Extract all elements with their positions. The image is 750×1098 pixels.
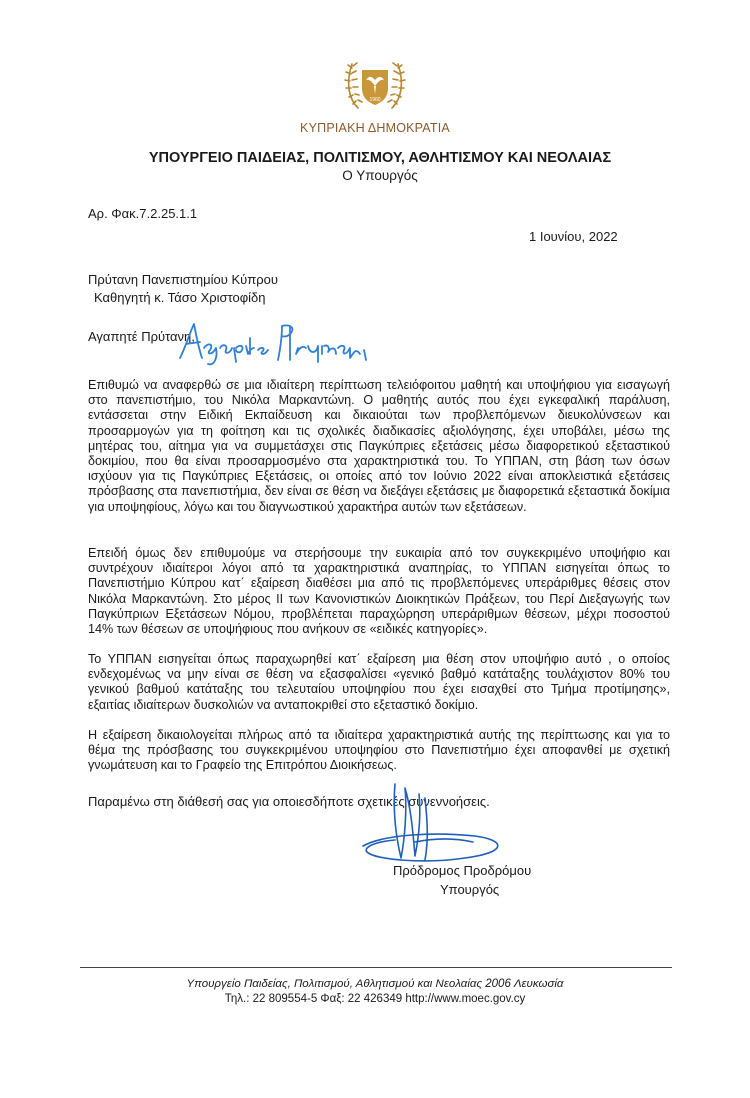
footer-divider [80, 967, 672, 968]
salutation: Αγαπητέ Πρύτανη, [88, 329, 195, 344]
body-paragraph-2: Επειδή όμως δεν επιθυμούμε να στερήσουμε την ευκαιρία από τον συγκεκριμένο υποψήφιο και συντρέχουν ιδιαίτεροι λόγοι από τα χαρακτηριστικά αναπηρίας, το ΥΠΠΑΝ εισηγείται όπως το Πανεπιστήμιο Κύπρου κατ΄ εξαίρεση διαθέσει μια από τις προβλεπόμενες υπεράριθμες θέσεις στον Νικόλα Μαρκαντώνη. Στο μέρος ΙΙ των Κανονιστικών Διοικητικών Πράξεων, του Περί Διεξαγωγής των Παγκύπριων Εξετάσεων Νόμου, προβλέπεται παραχώρηση υπεράριθμων θέσεων, μέχρι ποσοστού 14% των θέσεων σε υποψήφιους που ανήκουν σε «ειδικές κατηγορίες». [88, 546, 670, 637]
footer-contact: Τηλ.: 22 809554-5 Φαξ: 22 426349 http://www.moec.gov.cy [224, 993, 526, 1005]
ministry-name: ΥΠΟΥΡΓΕΙΟ ΠΑΙΔΕΙΑΣ, ΠΟΛΙΤΙΣΜΟΥ, ΑΘΛΗΤΙΣΜΟΥ ΚΑΙ ΝΕΟΛΑΙΑΣ [148, 150, 612, 166]
body-paragraph-4: Η εξαίρεση δικαιολογείται πλήρως από τα ιδιαίτερα χαρακτηριστικά αυτής της περίπτωσης και για το θέμα της πρόσβασης του συγκεκριμένου υποψηφίου στο Πανεπιστήμιο έχει αποφανθεί με σχετική γνωμάτευση και το Γραφείο της Επιτρόπου Διοικήσεως. [88, 728, 670, 773]
reference-number: Αρ. Φακ.7.2.25.1.1 [88, 206, 198, 221]
signature [355, 778, 515, 868]
letter-date: 1 Ιουνίου, 2022 [529, 229, 618, 244]
signer-title: Υπουργός [440, 882, 500, 897]
closing-sentence: Παραμένω στη διάθεσή σας για οποιεσδήποτε σχετικές συνεννοήσεις. [88, 794, 490, 809]
handwritten-salutation [178, 318, 378, 368]
emblem-year: 1960 [369, 97, 381, 103]
recipient-line-2: Καθηγητή κ. Τάσο Χριστοφίδη [94, 290, 266, 305]
office-title: Ο Υπουργός [342, 168, 418, 183]
body-paragraph-3: Το ΥΠΠΑΝ εισηγείται όπως παραχωρηθεί κατ΄ εξαίρεση μια θέση στον υποψήφιο αυτό , ο οποίος ενδεχομένως να μην είναι σε θέση να εξασφαλίσει «γενικό βαθμό κατάταξης τουλάχιστον 80% του γενικού βαθμού κατάταξης του τελευταίου υποψηφίου που έχει εισαχθεί στο Τμήμα προτίμησης», εξαιτίας ιδιαίτερων δυσκολιών να ανταποκριθεί στο εξεταστικό δοκίμιο. [88, 652, 670, 712]
cyprus-coat-of-arms-icon [340, 50, 410, 112]
signer-name: Πρόδρομος Προδρόμου [393, 863, 532, 878]
body-paragraph-1: Επιθυμώ να αναφερθώ σε μια ιδιαίτερη περίπτωση τελειόφοιτου μαθητή και υποψήφιου για εισαγωγή στο πανεπιστήμιο, του Νικόλα Μαρκαντώνη. Ο μαθητής αυτός που έχει εγκεφαλική παράλυση, εντάσσεται στην Ειδική Εκπαίδευση και δικαιούται των προβλεπόμενων διευκολύνσεων και προσαρμογών για τη φοίτηση και τις σχολικές διαδικασίες αξιολόγησης, έχει υποβάλει, μέσω της μητέρας του, αίτημα για να συμμετάσχει στις Παγκύπριες εξετάσεις μέσω διαφορετικού εξεταστικού δοκιμίου, που θα είναι προσαρμοσμένο στα χαρακτηριστικά του. Το ΥΠΠΑΝ, στη βάση των όσων ισχύουν για τις Παγκύπριες Εξετάσεις, οι οποίες από τον Ιούνιο 2022 είναι αποκλειστικά εξετάσεις πρόσβασης στα πανεπιστήμια, δεν είναι σε θέση να διεξάγει εξετάσεις με διαφορετικά εξεταστικά δοκίμια για υποψηφίους, λόγω και του διαγνωστικού χαρακτήρα αυτών των εξετάσεων. [88, 378, 670, 514]
country-name: ΚΥΠΡΙΑΚΗ ΔΗΜΟΚΡΑΤΙΑ [300, 121, 450, 135]
footer-address: Υπουργείο Παιδείας, Πολιτισμού, Αθλητισμού και Νεολαίας 2006 Λευκωσία [186, 978, 564, 990]
recipient-line-1: Πρύτανη Πανεπιστημίου Κύπρου [88, 272, 278, 287]
